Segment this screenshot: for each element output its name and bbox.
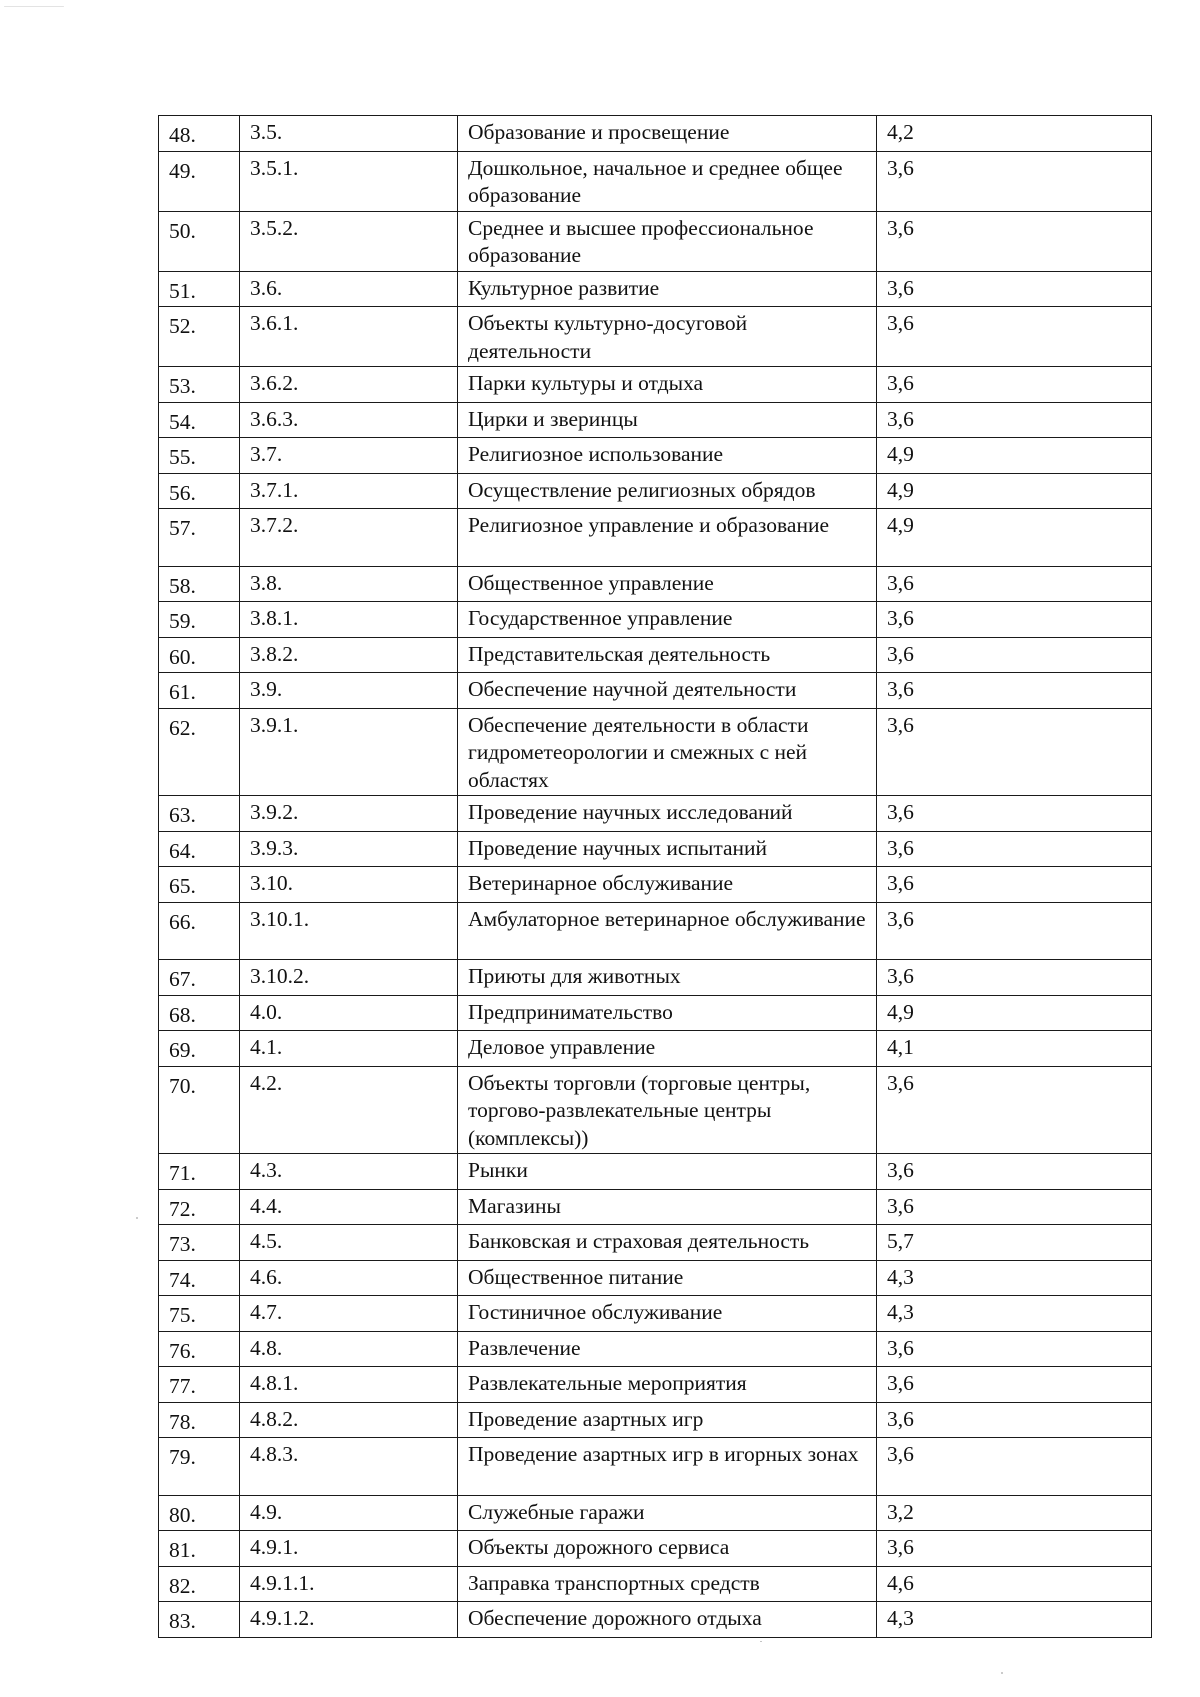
- row-number-cell: 72.: [159, 1189, 240, 1225]
- table-row: [159, 271, 1152, 307]
- table-row: [159, 1438, 1152, 1496]
- name-cell: Общественное питание: [458, 1260, 877, 1296]
- row-number-cell: 77.: [159, 1367, 240, 1403]
- name-cell: Проведение научных испытаний: [458, 831, 877, 867]
- coefficient-cell: 4,2: [877, 116, 1152, 152]
- row-number-cell: 65.: [159, 867, 240, 903]
- row-number-cell: 74.: [159, 1260, 240, 1296]
- row-number-cell: 80.: [159, 1495, 240, 1531]
- coefficient-cell: 5,7: [877, 1225, 1152, 1261]
- table-row: [159, 1260, 1152, 1296]
- row-number-cell: 69.: [159, 1031, 240, 1067]
- coefficient-cell: 3,6: [877, 1189, 1152, 1225]
- row-number-cell: 52.: [159, 307, 240, 367]
- scan-speck: [760, 1641, 762, 1642]
- coefficient-cell: 3,6: [877, 566, 1152, 602]
- row-number-cell: 51.: [159, 271, 240, 307]
- row-number-cell: 78.: [159, 1402, 240, 1438]
- table-row: [159, 995, 1152, 1031]
- code-cell: 3.8.1.: [240, 602, 458, 638]
- coefficient-cell: 3,6: [877, 831, 1152, 867]
- code-cell: 3.6.2.: [240, 367, 458, 403]
- code-cell: 3.5.1.: [240, 151, 458, 211]
- name-cell: Ветеринарное обслуживание: [458, 867, 877, 903]
- row-number-cell: 50.: [159, 211, 240, 271]
- name-cell: Обеспечение научной деятельности: [458, 673, 877, 709]
- land-use-coefficient-table: [158, 115, 1152, 1638]
- code-cell: 4.5.: [240, 1225, 458, 1261]
- row-number-cell: 68.: [159, 995, 240, 1031]
- table-row: [159, 637, 1152, 673]
- table-row: [159, 116, 1152, 152]
- code-cell: 3.6.3.: [240, 402, 458, 438]
- row-number-cell: 76.: [159, 1331, 240, 1367]
- table-row: [159, 1296, 1152, 1332]
- code-cell: 3.10.2.: [240, 960, 458, 996]
- row-number-cell: 60.: [159, 637, 240, 673]
- name-cell: Религиозное управление и образование: [458, 509, 877, 567]
- table-row: [159, 1402, 1152, 1438]
- coefficient-cell: 3,6: [877, 960, 1152, 996]
- row-number-cell: 70.: [159, 1066, 240, 1154]
- row-number-cell: 62.: [159, 708, 240, 796]
- table-row: [159, 602, 1152, 638]
- name-cell: Обеспечение дорожного отдыха: [458, 1602, 877, 1638]
- code-cell: 3.8.2.: [240, 637, 458, 673]
- row-number-cell: 54.: [159, 402, 240, 438]
- code-cell: 4.8.: [240, 1331, 458, 1367]
- coefficient-cell: 3,6: [877, 1154, 1152, 1190]
- row-number-cell: 57.: [159, 509, 240, 567]
- coefficient-cell: 3,2: [877, 1495, 1152, 1531]
- table-row: [159, 151, 1152, 211]
- coefficient-cell: 3,6: [877, 1438, 1152, 1496]
- coefficient-cell: 3,6: [877, 1402, 1152, 1438]
- code-cell: 3.6.1.: [240, 307, 458, 367]
- name-cell: Магазины: [458, 1189, 877, 1225]
- row-number-cell: 83.: [159, 1602, 240, 1638]
- table-row: [159, 867, 1152, 903]
- coefficient-cell: 3,6: [877, 867, 1152, 903]
- code-cell: 4.3.: [240, 1154, 458, 1190]
- name-cell: Объекты торговли (торговые центры, торгово-развлекательные центры (комплексы)): [458, 1066, 877, 1154]
- row-number-cell: 71.: [159, 1154, 240, 1190]
- table-row: [159, 1189, 1152, 1225]
- row-number-cell: 63.: [159, 796, 240, 832]
- name-cell: Среднее и высшее профессиональное образование: [458, 211, 877, 271]
- code-cell: 3.7.2.: [240, 509, 458, 567]
- row-number-cell: 73.: [159, 1225, 240, 1261]
- table-row: [159, 831, 1152, 867]
- table-row: [159, 1531, 1152, 1567]
- name-cell: Проведение научных исследований: [458, 796, 877, 832]
- scan-speck: [4, 6, 64, 7]
- code-cell: 3.9.: [240, 673, 458, 709]
- table-row: [159, 1367, 1152, 1403]
- coefficient-cell: 4,9: [877, 509, 1152, 567]
- name-cell: Рынки: [458, 1154, 877, 1190]
- coefficient-cell: 3,6: [877, 673, 1152, 709]
- row-number-cell: 79.: [159, 1438, 240, 1496]
- table-row: [159, 473, 1152, 509]
- row-number-cell: 61.: [159, 673, 240, 709]
- name-cell: Заправка транспортных средств: [458, 1566, 877, 1602]
- name-cell: Служебные гаражи: [458, 1495, 877, 1531]
- row-number-cell: 67.: [159, 960, 240, 996]
- code-cell: 3.9.3.: [240, 831, 458, 867]
- row-number-cell: 81.: [159, 1531, 240, 1567]
- coefficient-cell: 3,6: [877, 637, 1152, 673]
- code-cell: 4.6.: [240, 1260, 458, 1296]
- coefficient-cell: 3,6: [877, 402, 1152, 438]
- coefficient-cell: 4,9: [877, 995, 1152, 1031]
- coefficient-cell: 4,3: [877, 1602, 1152, 1638]
- row-number-cell: 75.: [159, 1296, 240, 1332]
- row-number-cell: 53.: [159, 367, 240, 403]
- code-cell: 4.7.: [240, 1296, 458, 1332]
- table-row: [159, 211, 1152, 271]
- code-cell: 4.9.1.2.: [240, 1602, 458, 1638]
- row-number-cell: 66.: [159, 902, 240, 960]
- name-cell: Развлекательные мероприятия: [458, 1367, 877, 1403]
- code-cell: 4.2.: [240, 1066, 458, 1154]
- code-cell: 4.0.: [240, 995, 458, 1031]
- name-cell: Амбулаторное ветеринарное обслуживание: [458, 902, 877, 960]
- name-cell: Проведение азартных игр в игорных зонах: [458, 1438, 877, 1496]
- code-cell: 4.8.1.: [240, 1367, 458, 1403]
- row-number-cell: 64.: [159, 831, 240, 867]
- coefficient-cell: 3,6: [877, 1367, 1152, 1403]
- table-row: [159, 509, 1152, 567]
- name-cell: Предпринимательство: [458, 995, 877, 1031]
- table-body: [159, 116, 1152, 1638]
- row-number-cell: 56.: [159, 473, 240, 509]
- table-row: [159, 1566, 1152, 1602]
- coefficient-cell: 3,6: [877, 1331, 1152, 1367]
- name-cell: Культурное развитие: [458, 271, 877, 307]
- table-row: [159, 796, 1152, 832]
- table-row: [159, 402, 1152, 438]
- table-row: [159, 1066, 1152, 1154]
- table-row: [159, 673, 1152, 709]
- coefficient-cell: 3,6: [877, 708, 1152, 796]
- code-cell: 3.8.: [240, 566, 458, 602]
- table-row: [159, 566, 1152, 602]
- coefficient-cell: 4,6: [877, 1566, 1152, 1602]
- row-number-cell: 82.: [159, 1566, 240, 1602]
- coefficient-cell: 3,6: [877, 1531, 1152, 1567]
- table-row: [159, 1495, 1152, 1531]
- name-cell: Деловое управление: [458, 1031, 877, 1067]
- scan-speck: [1001, 1672, 1003, 1674]
- table-row: [159, 367, 1152, 403]
- row-number-cell: 58.: [159, 566, 240, 602]
- name-cell: Парки культуры и отдыха: [458, 367, 877, 403]
- code-cell: 4.1.: [240, 1031, 458, 1067]
- row-number-cell: 48.: [159, 116, 240, 152]
- name-cell: Объекты культурно-досуговой деятельности: [458, 307, 877, 367]
- coefficient-cell: 3,6: [877, 1066, 1152, 1154]
- name-cell: Банковская и страховая деятельность: [458, 1225, 877, 1261]
- name-cell: Религиозное использование: [458, 438, 877, 474]
- name-cell: Представительская деятельность: [458, 637, 877, 673]
- name-cell: Осуществление религиозных обрядов: [458, 473, 877, 509]
- code-cell: 3.9.2.: [240, 796, 458, 832]
- name-cell: Общественное управление: [458, 566, 877, 602]
- name-cell: Развлечение: [458, 1331, 877, 1367]
- name-cell: Образование и просвещение: [458, 116, 877, 152]
- coefficient-cell: 4,3: [877, 1296, 1152, 1332]
- code-cell: 4.9.: [240, 1495, 458, 1531]
- table-row: [159, 1225, 1152, 1261]
- table-row: [159, 960, 1152, 996]
- code-cell: 4.8.2.: [240, 1402, 458, 1438]
- row-number-cell: 59.: [159, 602, 240, 638]
- coefficient-cell: 4,3: [877, 1260, 1152, 1296]
- code-cell: 3.7.1.: [240, 473, 458, 509]
- name-cell: Обеспечение деятельности в области гидрометеорологии и смежных с ней областях: [458, 708, 877, 796]
- table-row: [159, 708, 1152, 796]
- table-row: [159, 1331, 1152, 1367]
- table-row: [159, 438, 1152, 474]
- code-cell: 3.5.: [240, 116, 458, 152]
- coefficient-cell: 4,9: [877, 438, 1152, 474]
- name-cell: Гостиничное обслуживание: [458, 1296, 877, 1332]
- code-cell: 3.10.1.: [240, 902, 458, 960]
- coefficient-cell: 3,6: [877, 602, 1152, 638]
- code-cell: 4.4.: [240, 1189, 458, 1225]
- coefficient-cell: 3,6: [877, 367, 1152, 403]
- code-cell: 3.5.2.: [240, 211, 458, 271]
- code-cell: 4.9.1.1.: [240, 1566, 458, 1602]
- table-row: [159, 902, 1152, 960]
- coefficient-cell: 3,6: [877, 151, 1152, 211]
- row-number-cell: 55.: [159, 438, 240, 474]
- table-row: [159, 1154, 1152, 1190]
- name-cell: Приюты для животных: [458, 960, 877, 996]
- coefficient-cell: 3,6: [877, 211, 1152, 271]
- scan-speck: [136, 1217, 138, 1219]
- row-number-cell: 49.: [159, 151, 240, 211]
- name-cell: Государственное управление: [458, 602, 877, 638]
- name-cell: Цирки и зверинцы: [458, 402, 877, 438]
- coefficient-cell: 3,6: [877, 271, 1152, 307]
- code-cell: 4.8.3.: [240, 1438, 458, 1496]
- name-cell: Проведение азартных игр: [458, 1402, 877, 1438]
- coefficient-cell: 3,6: [877, 796, 1152, 832]
- coefficient-cell: 3,6: [877, 307, 1152, 367]
- table-row: [159, 1602, 1152, 1638]
- coefficient-cell: 4,1: [877, 1031, 1152, 1067]
- code-cell: 3.10.: [240, 867, 458, 903]
- name-cell: Дошкольное, начальное и среднее общее образование: [458, 151, 877, 211]
- code-cell: 3.9.1.: [240, 708, 458, 796]
- name-cell: Объекты дорожного сервиса: [458, 1531, 877, 1567]
- coefficient-cell: 3,6: [877, 902, 1152, 960]
- coefficient-cell: 4,9: [877, 473, 1152, 509]
- code-cell: 4.9.1.: [240, 1531, 458, 1567]
- table-row: [159, 307, 1152, 367]
- code-cell: 3.6.: [240, 271, 458, 307]
- table-row: [159, 1031, 1152, 1067]
- code-cell: 3.7.: [240, 438, 458, 474]
